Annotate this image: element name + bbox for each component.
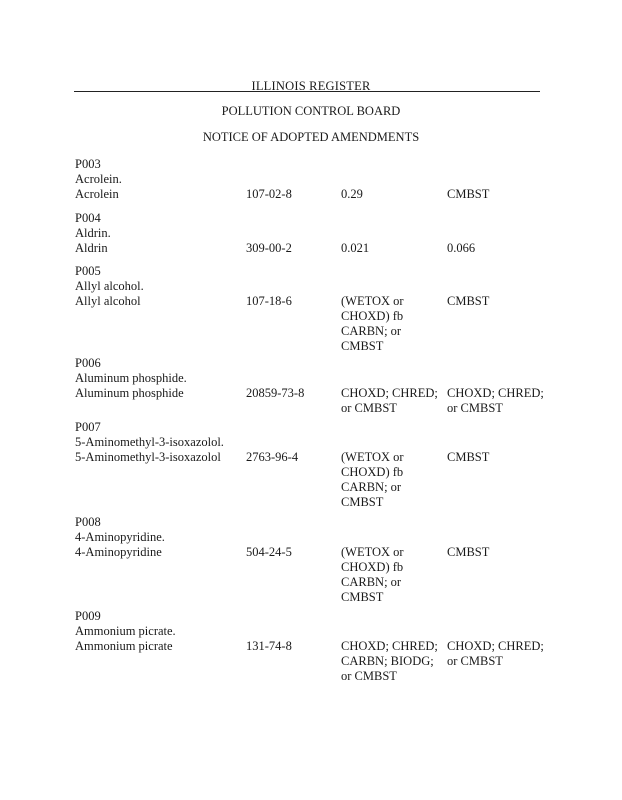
standard-line: CHOXD; CHRED; bbox=[341, 639, 438, 653]
cas-number: 504-24-5 bbox=[246, 545, 292, 559]
wastewater-standard bbox=[341, 450, 404, 510]
header-rule bbox=[74, 91, 540, 92]
waste-entry bbox=[75, 420, 555, 509]
waste-row bbox=[75, 294, 555, 353]
standard-line: CMBST bbox=[341, 590, 384, 604]
nonwastewater-standard bbox=[447, 241, 475, 256]
waste-code: P005 bbox=[75, 264, 101, 278]
nonwastewater-standard bbox=[447, 187, 489, 202]
waste-title: 5-Aminomethyl-3-isoxazolol. bbox=[75, 435, 224, 449]
cas-number: 131-74-8 bbox=[246, 639, 292, 653]
waste-title: 4-Aminopyridine. bbox=[75, 530, 165, 544]
constituent-name: Acrolein bbox=[75, 187, 119, 201]
constituent-name: 5-Aminomethyl-3-isoxazolol bbox=[75, 450, 221, 464]
standard-line: CHOXD) fb bbox=[341, 465, 404, 479]
waste-title: Allyl alcohol. bbox=[75, 279, 144, 293]
nonwastewater-standard bbox=[447, 386, 544, 416]
waste-title: Ammonium picrate. bbox=[75, 624, 176, 638]
waste-entry bbox=[75, 356, 555, 415]
waste-title: Aldrin. bbox=[75, 226, 111, 240]
waste-code: P009 bbox=[75, 609, 101, 623]
standard-line: (WETOX or bbox=[341, 450, 404, 464]
standard-line: CARBN; or bbox=[341, 324, 402, 338]
waste-row bbox=[75, 450, 555, 509]
cas-number: 20859-73-8 bbox=[246, 386, 305, 400]
waste-title: Acrolein. bbox=[75, 172, 122, 186]
standard-line: (WETOX or bbox=[341, 294, 404, 308]
wastewater-standard bbox=[341, 639, 438, 684]
standard-line: CHOXD; CHRED; bbox=[447, 386, 544, 400]
constituent-name: 4-Aminopyridine bbox=[75, 545, 162, 559]
constituent-name: Ammonium picrate bbox=[75, 639, 173, 653]
standard-line: CARBN; or bbox=[341, 480, 402, 494]
waste-row bbox=[75, 187, 555, 202]
constituent-name: Aldrin bbox=[75, 241, 108, 255]
standard-line: 0.021 bbox=[341, 241, 370, 255]
waste-entry bbox=[75, 157, 555, 202]
cas-number: 107-02-8 bbox=[246, 187, 292, 201]
cas-number: 2763-96-4 bbox=[246, 450, 299, 464]
waste-title: Aluminum phosphide. bbox=[75, 371, 187, 385]
waste-code: P006 bbox=[75, 356, 101, 370]
standard-line: CARBN; BIODG; bbox=[341, 654, 434, 668]
wastewater-standard bbox=[341, 545, 404, 605]
standard-line: CHOXD) fb bbox=[341, 560, 404, 574]
standard-line: 0.066 bbox=[447, 241, 476, 255]
wastewater-standard bbox=[341, 294, 404, 354]
waste-row bbox=[75, 545, 555, 604]
waste-row bbox=[75, 241, 555, 256]
standard-line: CMBST bbox=[341, 339, 384, 353]
standard-line: CHOXD; CHRED; bbox=[341, 386, 438, 400]
standard-line: (WETOX or bbox=[341, 545, 404, 559]
wastewater-standard bbox=[341, 241, 369, 256]
waste-code: P003 bbox=[75, 157, 101, 171]
standard-line: or CMBST bbox=[341, 669, 397, 683]
register-title: ILLINOIS REGISTER bbox=[251, 79, 371, 93]
wastewater-standard bbox=[341, 187, 363, 202]
nonwastewater-standard bbox=[447, 450, 489, 465]
cas-number: 309-00-2 bbox=[246, 241, 292, 255]
standard-line: CMBST bbox=[341, 495, 384, 509]
nonwastewater-standard bbox=[447, 545, 489, 560]
standard-line: or CMBST bbox=[341, 401, 397, 415]
waste-entry bbox=[75, 211, 555, 256]
waste-code: P007 bbox=[75, 420, 101, 434]
agency-title: POLLUTION CONTROL BOARD bbox=[221, 104, 401, 118]
standard-line: CARBN; or bbox=[341, 575, 402, 589]
notice-title: NOTICE OF ADOPTED AMENDMENTS bbox=[202, 130, 420, 144]
waste-code: P008 bbox=[75, 515, 101, 529]
standard-line: CHOXD) fb bbox=[341, 309, 404, 323]
waste-row bbox=[75, 639, 555, 683]
waste-entry bbox=[75, 609, 555, 683]
standard-line: 0.29 bbox=[341, 187, 363, 201]
standard-line: CMBST bbox=[447, 545, 490, 559]
waste-code: P004 bbox=[75, 211, 101, 225]
constituent-name: Allyl alcohol bbox=[75, 294, 141, 308]
nonwastewater-standard bbox=[447, 639, 544, 669]
waste-entry bbox=[75, 515, 555, 604]
standard-line: or CMBST bbox=[447, 654, 503, 668]
standard-line: CMBST bbox=[447, 450, 490, 464]
standard-line: or CMBST bbox=[447, 401, 503, 415]
standard-line: CMBST bbox=[447, 187, 490, 201]
waste-entry bbox=[75, 264, 555, 353]
nonwastewater-standard bbox=[447, 294, 489, 309]
constituent-name: Aluminum phosphide bbox=[75, 386, 184, 400]
wastewater-standard bbox=[341, 386, 438, 416]
cas-number: 107-18-6 bbox=[246, 294, 292, 308]
standard-line: CHOXD; CHRED; bbox=[447, 639, 544, 653]
standard-line: CMBST bbox=[447, 294, 490, 308]
waste-row bbox=[75, 386, 555, 415]
